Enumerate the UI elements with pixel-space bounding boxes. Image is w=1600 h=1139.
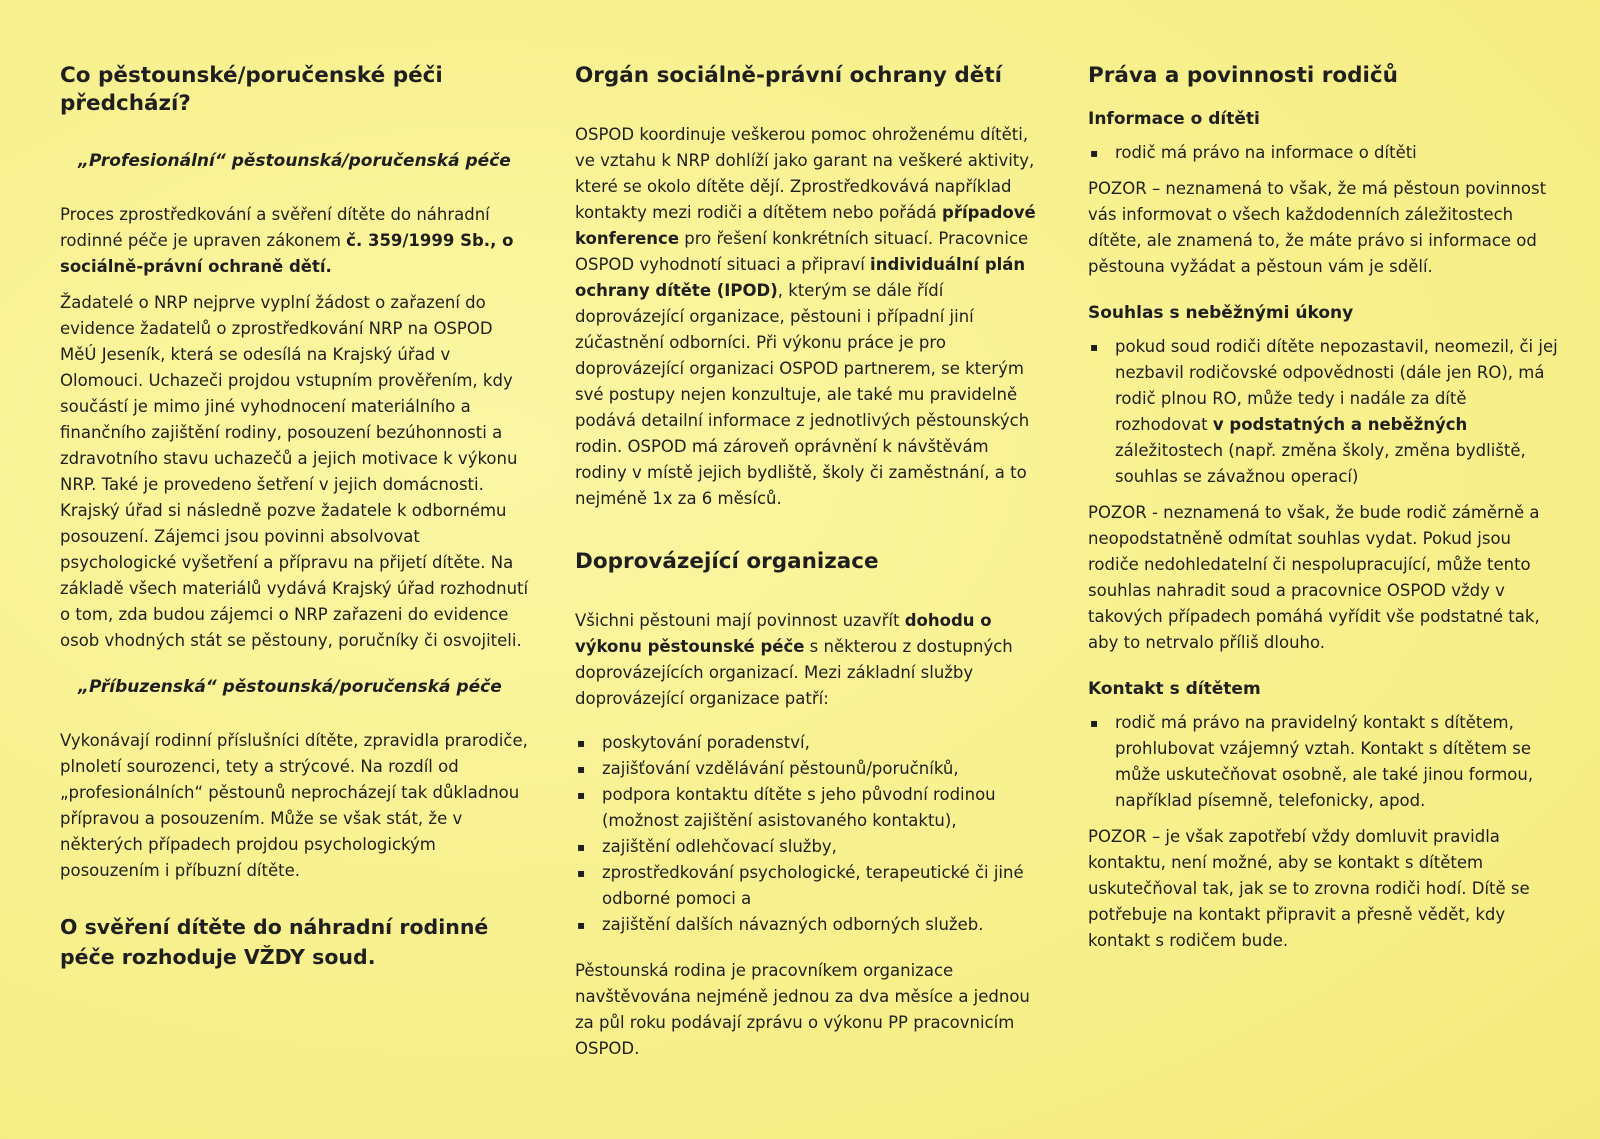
- paragraph-zakon: [60, 202, 530, 280]
- subtitle-profesionalni: „Profesionální“ pěstounská/poručenská péče: [78, 151, 511, 171]
- rights-list-informace: [1088, 140, 1563, 166]
- bold-term: případové konference: [575, 203, 1036, 248]
- text-span: OSPOD koordinuje veškerou pomoc ohroženému dítěti, ve vztahu k NRP dohlíží jako garant na veškeré aktivity, které se okolo dítěte dějí. Zprostředkovává například kontakty mezi rodiči a dítětem nebo pořádá: [575, 125, 1035, 222]
- paragraph-dohoda: [575, 608, 1045, 712]
- subheading-kontakt: Kontakt s dítětem: [1088, 679, 1261, 699]
- rights-list-kontakt: [1088, 710, 1563, 814]
- column-3: [1088, 62, 1563, 964]
- list-item: ▪ zprostředkování psychologické, terapeutické či jiné odborné pomoci a: [575, 860, 1045, 912]
- section-title-doprovazejici: Doprovázející organizace: [575, 549, 879, 574]
- subheading-souhlas: Souhlas s neběžnými úkony: [1088, 303, 1354, 323]
- subtitle-pribuzenska: „Příbuzenská“ pěstounská/poručenská péče: [78, 677, 502, 697]
- bold-term: individuální plán ochrany dítěte (IPOD): [575, 255, 1026, 300]
- paragraph-pozor-kontakt: POZOR – je však zapotřebí vždy domluvit pravidla kontaktu, není možné, aby se kontakt s dítětem uskutečňoval tak, jak se to zrovna rodiči hodí. Dítě se potřebuje na kontakt připravit a přesně vědět, kdy kontakt s rodičem bude.: [1088, 827, 1530, 950]
- text-span: Proces zprostředkování a svěření dítěte do náhradní rodinné péče je upraven zákonem: [60, 205, 490, 250]
- paragraph-pribuzni: Vykonávají rodinní příslušníci dítěte, zpravidla prarodiče, plnoletí sourozenci, tety a strýcové. Na rozdíl od „profesionálních“ pěstounů neprocházejí tak důkladnou přípravou a posouzením. Může se však stát, že v některých případech projdou psychologickým posouzením i příbuzní dítěte.: [60, 731, 528, 880]
- list-item: ▪ zajištění odlehčovací služby,: [575, 834, 1045, 860]
- bold-term: dohodu o výkonu pěstounské péče: [575, 611, 992, 656]
- section-title-predchazi: Co pěstounské/poručenské péči předchází?: [60, 63, 443, 116]
- list-item: ▪ podpora kontaktu dítěte s jeho původní rodinou (možnost zajištění asistovaného kontaktu),: [575, 782, 1045, 834]
- court-decision-note: O svěření dítěte do náhradní rodinné péče rozhoduje VŽDY soud.: [60, 915, 489, 969]
- rights-list-souhlas: [1088, 334, 1563, 490]
- text-span: záležitostech (např. změna školy, změna bydliště, souhlas se závažnou operací): [1115, 441, 1526, 486]
- paragraph-pozor-souhlas: POZOR - neznamená to však, že bude rodič záměrně a neopodstatněně odmítat souhlas vydat. Pokud jsou rodiče nedohledatelní či nespolupracující, může tento souhlas nahradit soud a pracovnice OSPOD vždy v takových případech pomáhá vyřídit vše podstatné tak, aby to netrvalo příliš dlouho.: [1088, 503, 1540, 652]
- list-item: ▪ rodič má právo na informace o dítěti: [1088, 140, 1563, 166]
- list-item: ▪ zajištění dalších návazných odborných služeb.: [575, 912, 1045, 938]
- paragraph-navstevy: Pěstounská rodina je pracovníkem organizace navštěvována nejméně jednou za dva měsíce a jednou za půl roku podávají zprávu o výkonu PP pracovnicím OSPOD.: [575, 961, 1030, 1058]
- bold-term: v podstatných a neběžných: [1212, 415, 1468, 434]
- list-item: [1088, 334, 1563, 490]
- list-item: ▪ poskytování poradenství,: [575, 730, 1045, 756]
- column-1: [60, 62, 530, 972]
- text-span: pokud soud rodiči dítěte nepozastavil, neomezil, či jej nezbavil rodičovské odpovědnosti (dále jen RO), má rodič plnou RO, může tedy i nadále za dítě rozhodovat: [1115, 337, 1558, 434]
- list-item: ▪ zajišťování vzdělávání pěstounů/poručníků,: [575, 756, 1045, 782]
- subheading-informace: Informace o dítěti: [1088, 109, 1260, 129]
- law-reference: č. 359/1999 Sb., o sociálně-právní ochraně dětí.: [60, 231, 514, 276]
- paragraph-zadatele: Žadatelé o NRP nejprve vyplní žádost o zařazení do evidence žadatelů o zprostředkování NRP na OSPOD MěÚ Jeseník, která se odesílá na Krajský úřad v Olomouci. Uchazeči projdou vstupním prověřením, kdy součástí je mimo jiné vyhodnocení materiálního a finančního zajištění rodiny, posouzení bezúhonnosti a zdravotního stavu uchazečů a jejich motivace k výkonu NRP. Také je provedeno šetření v jejich domácnosti. Krajský úřad si následně pozve žadatele k odbornému posouzení. Zájemci jsou povinni absolvovat psychologické vyšetření a přípravu na přijetí dítěte. Na základě všech materiálů vydává Krajský úřad rozhodnutí o tom, zda budou zájemci o NRP zařazeni do evidence osob vhodných stát se pěstouny, poručníky či osvojiteli.: [60, 293, 529, 650]
- text-span: Všichni pěstouni mají povinnost uzavřít: [575, 611, 905, 630]
- section-title-ospod: Orgán sociálně-právní ochrany dětí: [575, 63, 1002, 88]
- column-2: [575, 62, 1045, 1072]
- text-span: , kterým se dále řídí doprovázející organizace, pěstouni i případní jiní zúčastnění odborníci. Při výkonu práce je pro doprovázející organizaci OSPOD partnerem, se kterým své postupy nejen konzultuje, ale také mu pravidelně podává detailní informace z jednotlivých pěstounských rodin. OSPOD má zároveň oprávnění k návštěvám rodiny v místě jejich bydliště, školy či zaměstnání, a to nejméně 1x za 6 měsíců.: [575, 281, 1030, 508]
- list-item: ▪ rodič má právo na pravidelný kontakt s dítětem, prohlubovat vzájemný vztah. Kontakt s dítětem se může uskutečňovat osobně, ale také jinou formou, například písemně, telefonicky, apod.: [1088, 710, 1563, 814]
- text-span: s některou z dostupných doprovázejících organizací. Mezi základní služby doprovázející organizace patří:: [575, 637, 1013, 708]
- services-list: [575, 730, 1045, 938]
- section-title-prava: Práva a povinnosti rodičů: [1088, 63, 1398, 88]
- paragraph-ospod: [575, 122, 1045, 512]
- paragraph-pozor-informace: POZOR – neznamená to však, že má pěstoun povinnost vás informovat o všech každodenních záležitostech dítěte, ale znamená to, že máte právo si informace od pěstouna vyžádat a pěstoun vám je sdělí.: [1088, 179, 1547, 276]
- text-span: pro řešení konkrétních situací. Pracovnice OSPOD vyhodnotí situaci a připraví: [575, 229, 1029, 274]
